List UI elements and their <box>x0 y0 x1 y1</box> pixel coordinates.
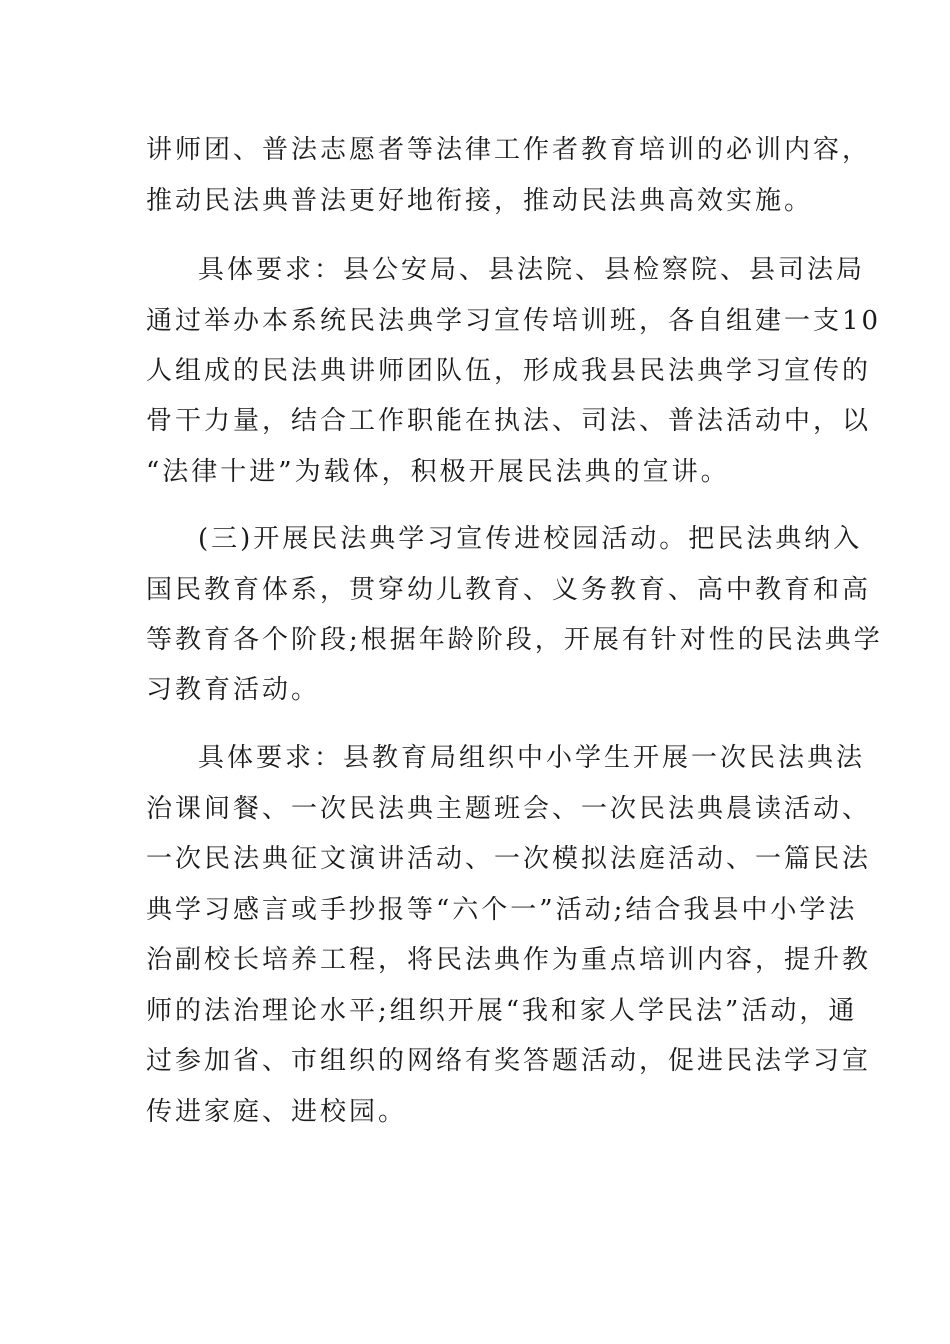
paragraph-2-line-3: 人组成的民法典讲师团队伍，形成我县民法典学习宣传的 <box>146 356 872 386</box>
paragraph-4-line-8: 传进家庭、进校园。 <box>146 1097 408 1127</box>
paragraph-4-line-7: 过参加省、市组织的网络有奖答题活动，促进民法学习宣 <box>146 1046 872 1076</box>
paragraph-2-line-1: 具体要求：县公安局、县法院、县检察院、县司法局 <box>198 255 866 285</box>
paragraph-2-line-5: “法律十进”为载体，积极开展民法典的宣讲。 <box>146 457 730 487</box>
paragraph-3-line-4: 习教育活动。 <box>146 675 321 705</box>
paragraph-4-line-3: 一次民法典征文演讲活动、一次模拟法庭活动、一篇民法 <box>146 844 872 874</box>
paragraph-4-line-1: 具体要求：县教育局组织中小学生开展一次民法典法 <box>198 743 866 773</box>
paragraph-3-line-1: (三)开展民法典学习宣传进校园活动。把民法典纳入 <box>198 524 863 554</box>
paragraph-4-line-2: 治课间餐、一次民法典主题班会、一次民法典晨读活动、 <box>146 794 872 824</box>
paragraph-4-line-4: 典学习感言或手抄报等“六个一”活动;结合我县中小学法 <box>146 895 858 925</box>
paragraph-1-line-1: 讲师团、普法志愿者等法律工作者教育培训的必训内容， <box>146 135 872 165</box>
paragraph-3-line-3: 等教育各个阶段;根据年龄阶段，开展有针对性的民法典学 <box>146 625 883 655</box>
paragraph-1-line-2: 推动民法典普法更好地衔接，推动民法典高效实施。 <box>146 186 814 216</box>
paragraph-2-line-2: 通过举办本系统民法典学习宣传培训班，各自组建一支10 <box>146 306 882 336</box>
paragraph-2-line-4: 骨干力量，结合工作职能在执法、司法、普法活动中，以 <box>146 406 872 436</box>
paragraph-4-line-5: 治副校长培养工程，将民法典作为重点培训内容，提升教 <box>146 945 872 975</box>
paragraph-3-line-2: 国民教育体系，贯穿幼儿教育、义务教育、高中教育和高 <box>146 575 872 605</box>
paragraph-4-line-6: 师的法治理论水平;组织开展“我和家人学民法”活动，通 <box>146 996 858 1026</box>
